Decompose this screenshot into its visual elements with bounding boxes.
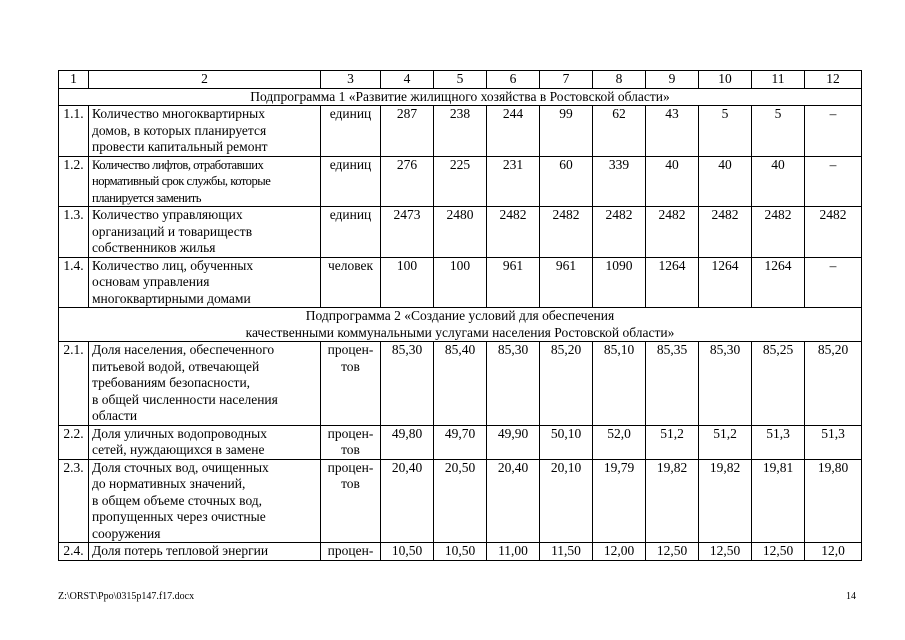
unit-line: процен- (327, 459, 374, 475)
indicator-name-line: организаций и товариществ (92, 223, 253, 239)
table-row (59, 257, 862, 308)
value-cell: 51,2 (646, 425, 699, 459)
indicator-name-line: требованиям безопасности, (92, 375, 251, 390)
indicator-name-line: Количество лиц, обученных (92, 257, 254, 273)
table-row (59, 342, 862, 426)
value-cell: 225 (434, 156, 487, 207)
unit-line: тов (341, 442, 360, 457)
value-cell: 60 (540, 156, 593, 207)
value-cell: 51,3 (752, 425, 805, 459)
indicator-name-line: Количество многоквартирных (92, 106, 265, 121)
indicator-name-line: Доля потерь тепловой энергии (92, 543, 269, 558)
subprogram-title (59, 88, 862, 106)
subprogram-title-row (59, 88, 862, 106)
value-cell: 2482 (699, 207, 752, 258)
value-cell: 100 (434, 257, 487, 308)
value-cell: 961 (487, 257, 540, 308)
table-row (59, 543, 862, 561)
indicator-name (89, 257, 321, 308)
value-cell: 287 (381, 106, 434, 157)
row-number: 2.1. (59, 342, 89, 426)
indicator-name-line: сооружения (92, 525, 161, 541)
indicator-name (89, 207, 321, 258)
value-cell: 19,80 (805, 459, 862, 543)
indicator-name-line: нормативный срок службы, которые (92, 174, 271, 188)
value-cell: – (805, 106, 862, 157)
unit-line: единиц (329, 156, 372, 172)
indicator-name-line: домов, в которых планируется (92, 122, 267, 138)
value-cell: 99 (540, 106, 593, 157)
value-cell: 2480 (434, 207, 487, 258)
header-cell: 6 (487, 71, 540, 89)
value-cell: 85,30 (699, 342, 752, 426)
value-cell: 20,10 (540, 459, 593, 543)
header-cell: 12 (805, 71, 862, 89)
value-cell: 85,30 (487, 342, 540, 426)
table-row (59, 425, 862, 459)
value-cell: 2482 (752, 207, 805, 258)
header-cell: 9 (646, 71, 699, 89)
value-cell: 11,00 (487, 543, 540, 561)
value-cell: 12,50 (699, 543, 752, 561)
value-cell: – (805, 257, 862, 308)
header-row (59, 71, 862, 89)
value-cell: 231 (487, 156, 540, 207)
row-number: 1.4. (59, 257, 89, 308)
row-number: 1.2. (59, 156, 89, 207)
value-cell: 2482 (487, 207, 540, 258)
value-cell: 51,3 (805, 425, 862, 459)
subprogram-title-row (59, 308, 862, 342)
subprogram-title (59, 308, 862, 342)
value-cell: 85,20 (805, 342, 862, 426)
value-cell: 1264 (646, 257, 699, 308)
value-cell: 49,70 (434, 425, 487, 459)
row-number: 2.2. (59, 425, 89, 459)
value-cell: 49,80 (381, 425, 434, 459)
indicator-name (89, 156, 321, 207)
unit-line: процен- (327, 543, 374, 558)
unit-cell (321, 342, 381, 426)
value-cell: 20,40 (381, 459, 434, 543)
value-cell: 85,40 (434, 342, 487, 426)
value-cell: 85,10 (593, 342, 646, 426)
table-row (59, 207, 862, 258)
header-cell: 11 (752, 71, 805, 89)
value-cell: 40 (752, 156, 805, 207)
indicator-name-line: пропущенных через очистные (92, 509, 266, 524)
value-cell: 85,30 (381, 342, 434, 426)
indicator-name-line: многоквартирными домами (92, 290, 251, 306)
indicator-name-line: провести капитальный ремонт (92, 139, 268, 154)
indicator-name-line: питьевой водой, отвечающей (92, 358, 260, 374)
value-cell: 12,50 (646, 543, 699, 561)
indicator-name-line: сетей, нуждающихся в замене (92, 442, 265, 457)
value-cell: 238 (434, 106, 487, 157)
table-row (59, 459, 862, 543)
value-cell: 100 (381, 257, 434, 308)
row-number: 2.3. (59, 459, 89, 543)
value-cell: 19,81 (752, 459, 805, 543)
indicator-name (89, 543, 321, 561)
value-cell: 1264 (752, 257, 805, 308)
indicator-name-line: Количество управляющих (92, 207, 243, 222)
indicator-name-line: Доля сточных вод, очищенных (92, 459, 269, 475)
indicator-name-line: Доля уличных водопроводных (92, 425, 267, 441)
value-cell: 12,0 (805, 543, 862, 561)
indicator-name-line: в общей численности населения (92, 391, 278, 407)
value-cell: 10,50 (434, 543, 487, 561)
unit-cell (321, 459, 381, 543)
value-cell: – (805, 156, 862, 207)
subprogram-title-line: Подпрограмма 1 «Развитие жилищного хозяйства в Ростовской области» (250, 88, 670, 104)
value-cell: 62 (593, 106, 646, 157)
indicator-name-line: Доля населения, обеспеченного (92, 342, 275, 357)
value-cell: 2482 (540, 207, 593, 258)
value-cell: 339 (593, 156, 646, 207)
value-cell: 276 (381, 156, 434, 207)
header-cell: 5 (434, 71, 487, 89)
header-cell: 8 (593, 71, 646, 89)
row-number: 2.4. (59, 543, 89, 561)
indicator-name (89, 106, 321, 157)
header-cell: 2 (89, 71, 321, 89)
row-number: 1.1. (59, 106, 89, 157)
value-cell: 50,10 (540, 425, 593, 459)
header-cell: 1 (59, 71, 89, 89)
indicator-name-line: области (92, 408, 138, 423)
header-cell: 3 (321, 71, 381, 89)
value-cell: 40 (699, 156, 752, 207)
value-cell: 12,00 (593, 543, 646, 561)
unit-cell (321, 543, 381, 561)
value-cell: 40 (646, 156, 699, 207)
page-number: 14 (846, 591, 856, 602)
value-cell: 10,50 (381, 543, 434, 561)
value-cell: 2482 (593, 207, 646, 258)
value-cell: 52,0 (593, 425, 646, 459)
value-cell: 2482 (805, 207, 862, 258)
value-cell: 5 (752, 106, 805, 157)
unit-cell (321, 257, 381, 308)
value-cell: 51,2 (699, 425, 752, 459)
value-cell: 1264 (699, 257, 752, 308)
value-cell: 961 (540, 257, 593, 308)
indicator-name-line: планируется заменить (92, 190, 201, 205)
unit-cell (321, 106, 381, 157)
subprogram-title-line: Подпрограмма 2 «Создание условий для обеспечения (305, 308, 615, 323)
value-cell: 19,82 (699, 459, 752, 543)
value-cell: 12,50 (752, 543, 805, 561)
value-cell: 20,50 (434, 459, 487, 543)
value-cell: 19,82 (646, 459, 699, 543)
indicator-name-line: основам управления (92, 274, 210, 289)
value-cell: 11,50 (540, 543, 593, 561)
unit-line: процен- (327, 342, 374, 357)
table-row (59, 106, 862, 157)
subprogram-title-line: качественными коммунальными услугами населения Ростовской области» (245, 324, 675, 340)
value-cell: 43 (646, 106, 699, 157)
row-number: 1.3. (59, 207, 89, 258)
value-cell: 19,79 (593, 459, 646, 543)
indicator-name (89, 342, 321, 426)
indicator-name-line: собственников жилья (92, 240, 216, 255)
file-path: Z:\ORST\Ppo\0315p147.f17.docx (58, 591, 195, 602)
indicator-name-line: до нормативных значений, (92, 476, 246, 491)
header-cell: 10 (699, 71, 752, 89)
indicator-name-line: в общем объеме сточных вод, (92, 492, 263, 508)
value-cell: 49,90 (487, 425, 540, 459)
unit-line: единиц (329, 207, 372, 222)
unit-cell (321, 425, 381, 459)
value-cell: 5 (699, 106, 752, 157)
value-cell: 85,35 (646, 342, 699, 426)
unit-line: тов (341, 476, 360, 491)
header-cell: 7 (540, 71, 593, 89)
unit-cell (321, 156, 381, 207)
unit-cell (321, 207, 381, 258)
value-cell: 244 (487, 106, 540, 157)
header-cell: 4 (381, 71, 434, 89)
unit-line: единиц (329, 106, 372, 121)
indicator-name-line: Количество лифтов, отработавших (92, 157, 264, 172)
value-cell: 85,20 (540, 342, 593, 426)
unit-line: процен- (327, 425, 374, 441)
value-cell: 85,25 (752, 342, 805, 426)
value-cell: 20,40 (487, 459, 540, 543)
unit-line: человек (327, 257, 374, 273)
indicator-table (58, 70, 862, 561)
table-row (59, 156, 862, 207)
value-cell: 1090 (593, 257, 646, 308)
indicator-name (89, 459, 321, 543)
indicator-name (89, 425, 321, 459)
value-cell: 2482 (646, 207, 699, 258)
value-cell: 2473 (381, 207, 434, 258)
unit-line: тов (341, 358, 360, 374)
